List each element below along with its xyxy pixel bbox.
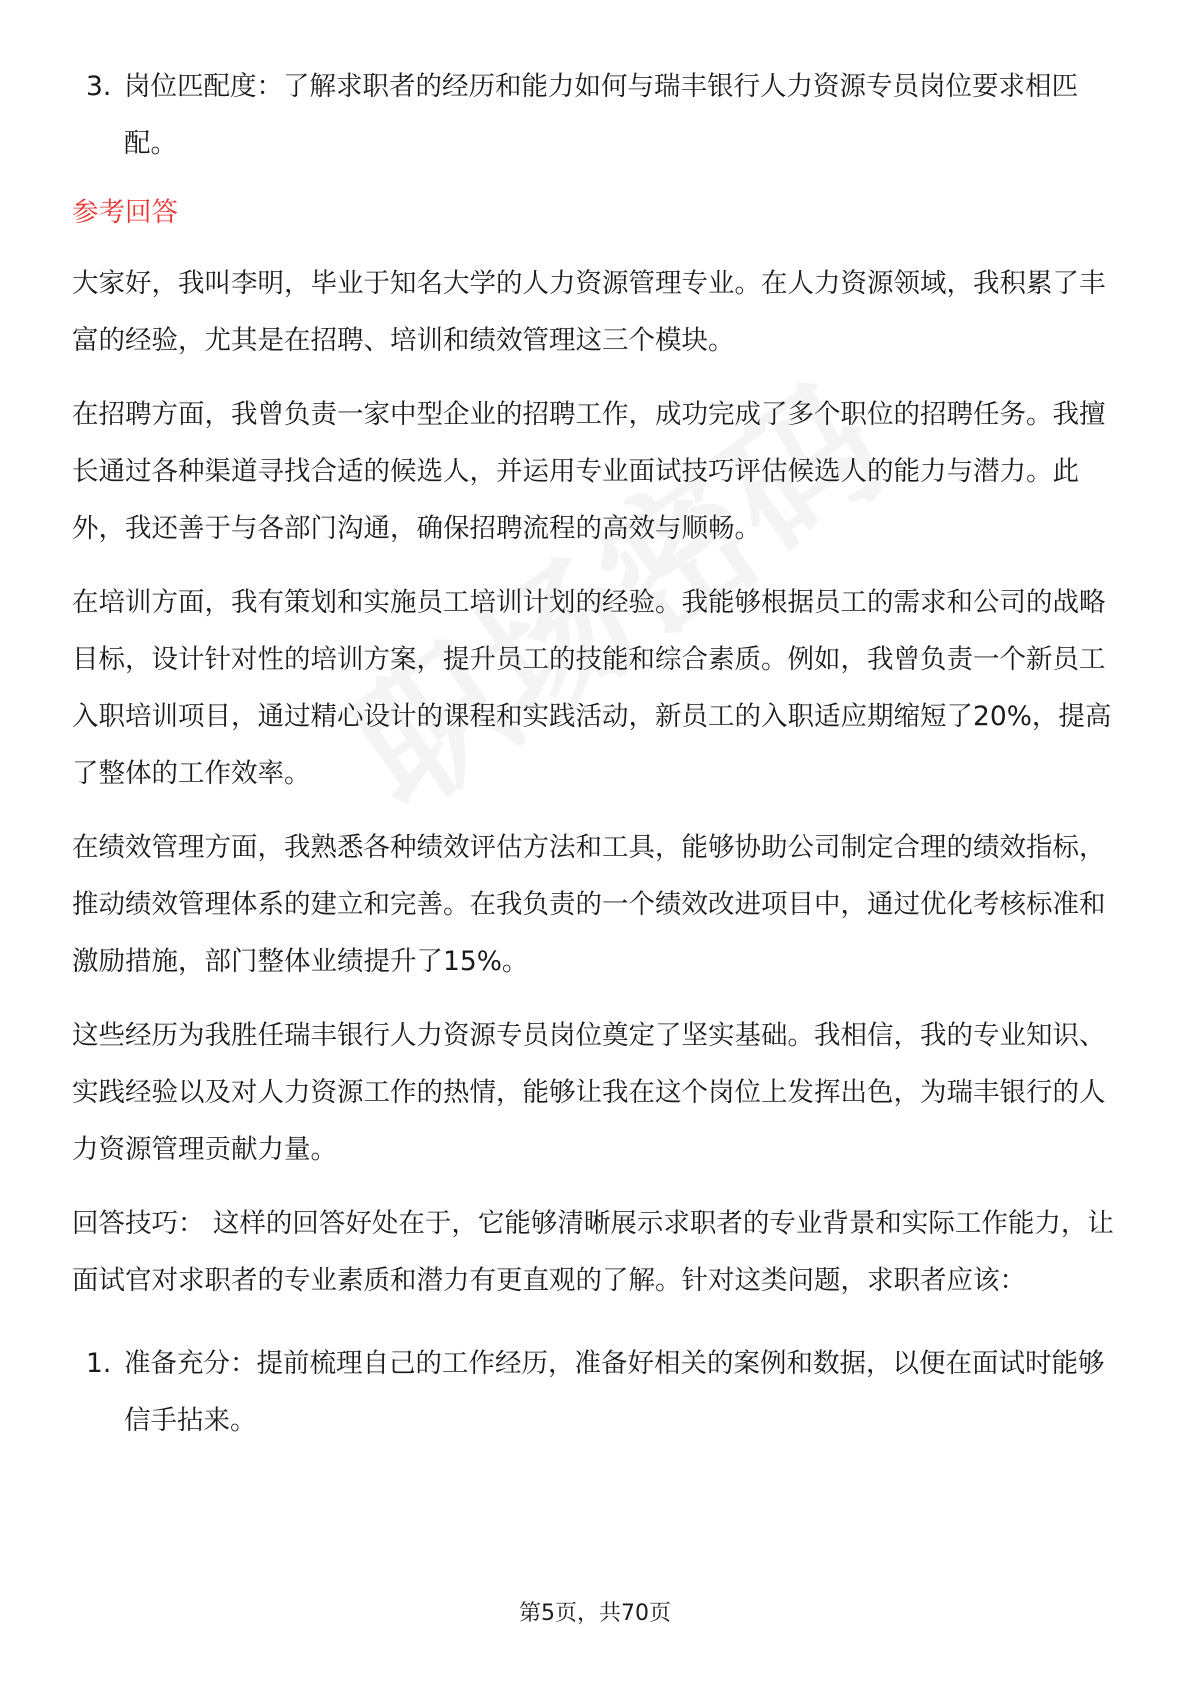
paragraph-answer-tips: 回答技巧： 这样的回答好处在于，它能够清晰展示求职者的专业背景和实际工作能力，让面试官对求职者的专业素质和潜力有更直观的了解。针对这类问题，求职者应该： xyxy=(72,1208,1114,1296)
paragraph-recruitment: 在招聘方面，我曾负责一家中型企业的招聘工作，成功完成了多个职位的招聘任务。我擅长通过各种渠道寻找合适的候选人，并运用专业面试技巧评估候选人的能力与潜力。此外，我还善于与各部门沟通，确保招聘流程的高效与顺畅。 xyxy=(72,399,1106,544)
paragraph-conclusion: 这些经历为我胜任瑞丰银行人力资源专员岗位奠定了坚实基础。我相信，我的专业知识、实践经验以及对人力资源工作的热情，能够让我在这个岗位上发挥出色，为瑞丰银行的人力资源管理贡献力量。 xyxy=(72,1020,1106,1165)
list-item-text: 岗位匹配度：了解求职者的经历和能力如何与瑞丰银行人力资源专员岗位要求相匹配。 xyxy=(124,71,1078,159)
list-item-preparation xyxy=(72,1335,1122,1449)
paragraph-performance: 在绩效管理方面，我熟悉各种绩效评估方法和工具，能够协助公司制定合理的绩效指标，推动绩效管理体系的建立和完善。在我负责的一个绩效改进项目中，通过优化考核标准和激励措施，部门整体业绩提升了15%。 xyxy=(72,832,1106,977)
list-item-text: 准备充分：提前梳理自己的工作经历，准备好相关的案例和数据，以便在面试时能够信手拈来。 xyxy=(124,1348,1105,1436)
reference-answer-heading: 参考回答 xyxy=(72,197,178,228)
page-content xyxy=(72,58,1122,1449)
paragraph-training: 在培训方面，我有策划和实施员工培训计划的经验。我能够根据员工的需求和公司的战略目标，设计针对性的培训方案，提升员工的技能和综合素质。例如，我曾负责一个新员工入职培训项目，通过精心设计的课程和实践活动，新员工的入职适应期缩短了20%，提高了整体的工作效率。 xyxy=(72,587,1112,789)
list-item-number: 3. xyxy=(86,71,112,102)
page-footer: 第5页，共70页 xyxy=(519,1601,671,1626)
list-item-job-fit xyxy=(72,58,1122,172)
paragraph-intro: 大家好，我叫李明，毕业于知名大学的人力资源管理专业。在人力资源领域，我积累了丰富的经验，尤其是在招聘、培训和绩效管理这三个模块。 xyxy=(72,268,1106,356)
list-item-number: 1. xyxy=(86,1348,112,1379)
